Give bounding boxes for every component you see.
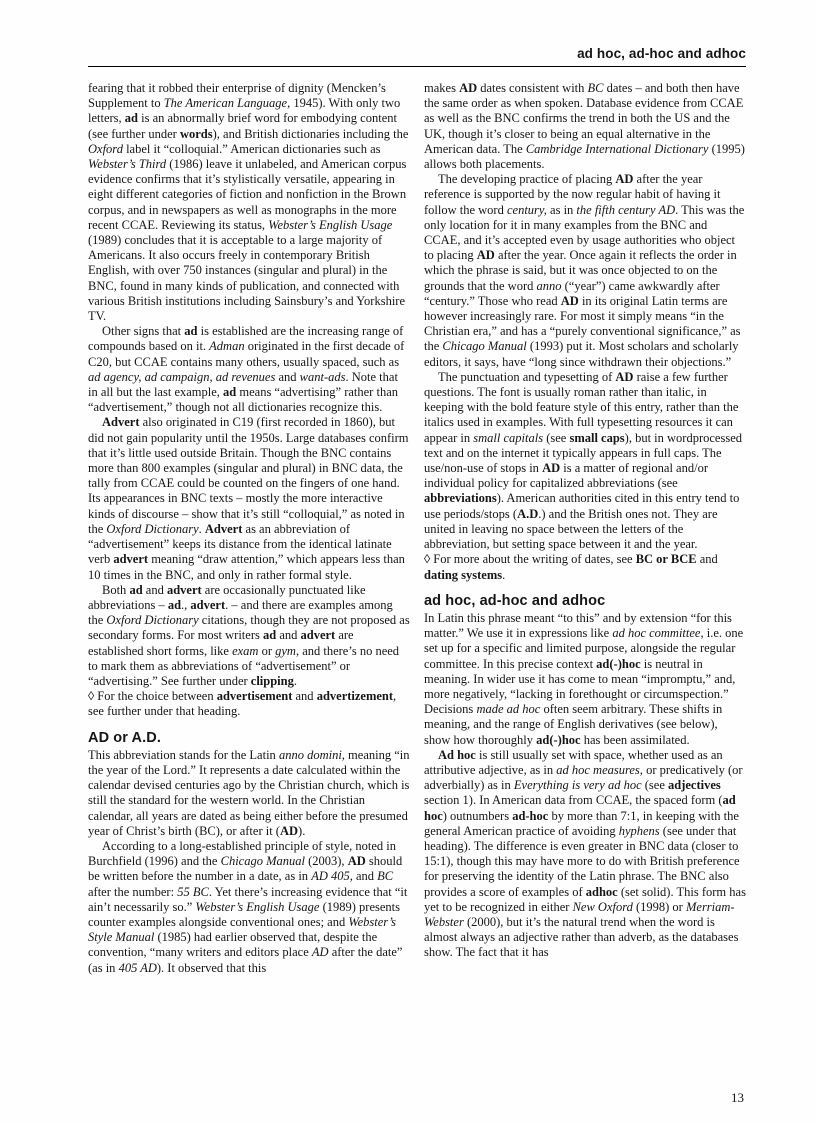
left-column	[88, 81, 410, 976]
cross-reference: ◊ For more about the writing of dates, see BC or BCE and dating systems.	[424, 552, 718, 582]
entry-heading: ad hoc, ad-hoc and adhoc	[424, 592, 606, 609]
page-content	[88, 0, 746, 976]
right-column	[424, 81, 746, 976]
entry-heading: AD or A.D.	[88, 729, 161, 746]
paragraph: Other signs that ad is established are the increasing range of compounds based on it. Adman originated in the first decade of C20, but CCAE contains many others, usually spaced, such as ad agency, ad campaign, ad revenues and want-ads. Note that in all but the last example, ad means “advertising” rather than “advertisement,” though not all dictionaries recognize this.	[88, 324, 405, 415]
paragraph: Both ad and advert are occasionally punctuated like abbreviations – ad., advert. – and there are examples among the Oxford Dictionary citations, though they are not proposed as secondary forms. For most writers ad and advert are established short forms, like exam or gym, and there’s no need to mark them as abbreviations of “advertisement” or “advertising.” See further under clipping.	[88, 582, 410, 688]
paragraph: Ad hoc is still usually set with space, whether used as an attributive adjective, as in ad hoc measures, or predicatively (or adverbially) as in Everything is very ad hoc (see adjectives section 1). In American data from CCAE, the spaced form (ad hoc) outnumbers ad-hoc by more than 7:1, in keeping with the general American practice of avoiding hyphens (see under that heading). The difference is even greater in BNC data (closer to 15:1), though this may have more to do with British preference for preserving the identity of the Latin phrase. The BNC also provides a score of examples of adhoc (set solid). This form has yet to be recognized in either New Oxford (1998) or Merriam-Webster (2000), but it’s the natural trend when the word is almost always an adjective rather than adverb, as the databases show. The fact that it has	[424, 747, 746, 960]
running-head: ad hoc, ad-hoc and adhoc	[577, 46, 746, 61]
header-rule	[88, 66, 746, 67]
paragraph: makes AD dates consistent with BC dates – and both then have the same order as when spoken. Database evidence from CCAE as well as the BNC confirms the trend in both the US and the UK, though it’s closer to being an equal alternative in the American data. The Cambridge International Dictionary (1995) allows both placements.	[424, 81, 745, 172]
paragraph: fearing that it robbed their enterprise of dignity (Mencken’s Supplement to The American Language, 1945). With only two letters, ad is an abnormally brief word for embodying content (see further under words), and British dictionaries including the Oxford label it “colloquial.” American dictionaries such as Webster’s Third (1986) leave it unlabeled, and American corpus evidence confirms that it’s stylistically versatile, appearing in eight different categories of fiction and nonfiction in the Brown corpus, and in newspapers as well as monographs in the more recent CCAE. Reviewing its status, Webster’s English Usage (1989) concludes that it is acceptable to a large majority of Americans. It also occurs freely in contemporary British English, with over 750 instances (singular and plural) in the BNC, found in many kinds of publication, and connected with various British institutions including Sainsbury’s and Yorkshire TV.	[88, 81, 409, 324]
text-columns	[88, 81, 746, 976]
page-number: 13	[731, 1090, 744, 1105]
paragraph: The punctuation and typesetting of AD raise a few further questions. The font is usually roman rather than italic, in keeping with the bold feature style of this entry, rather than the italics used in examples. With full typesetting resources it can appear in small capitals (see small caps), but in wordprocessed text and on the internet it typically appears in full caps. The use/non-use of stops in AD is a matter of regional and/or individual policy for capitalized abbreviations (see abbreviations). American authorities cited in this entry tend to use periods/stops (A.D.) and the British ones not. They are united in leaving no space between the letters of the abbreviation, but setting space between it and the year.	[424, 369, 743, 552]
paragraph: Advert also originated in C19 (first recorded in 1860), but did not gain popularity until the 1950s. Large databases confirm that it’s little used outside Britain. Though the BNC contains more than 800 examples (singular and plural) in BNC data, the tally from CCAE could be counted on the fingers of one hand. Its appearances in BNC texts – mostly the more interactive kinds of discourse – show that it’s still “colloquial,” as noted in the Oxford Dictionary. Advert as an abbreviation of “advertisement” keeps its distance from the identical latinate verb advert meaning “draw attention,” which appears less than 10 times in the BNC, and only in rather formal style.	[88, 415, 409, 582]
paragraph: The developing practice of placing AD after the year reference is supported by the now regular habit of having it follow the word century, as in the fifth century AD. This was the only location for it in many examples from the BNC and CCAE, and it’s accepted even by usage authorities who object to placing AD after the year. Once again it reflects the order in which the phrase is said, but it was once objected to on the grounds that the word anno (“year”) came awkwardly after “century.” Those who read AD in its original Latin terms are however increasingly rare. For most it simply means “in the Christian era,” and has a “purely conventional significance,” as the Chicago Manual (1993) put it. Most scholars and scholarly editors, it says, have “long since withdrawn their objections.”	[424, 172, 745, 369]
paragraph: According to a long-established principle of style, noted in Burchfield (1996) and the Chicago Manual (2003), AD should be written before the number in a date, as in AD 405, and BC after the number: 55 BC. Yet there’s increasing evidence that “it ain’t necessarily so.” Webster’s English Usage (1989) presents counter examples alongside conventional ones; and Webster’s Style Manual (1985) had earlier observed that, despite the convention, “many writers and editors place AD after the date” (as in 405 AD). It observed that this	[88, 838, 408, 975]
paragraph: This abbreviation stands for the Latin anno domini, meaning “in the year of the Lord.” It represents a date calculated within the calendar devised centuries ago by the Christian church, which is still the standard for the western world. In the Christian calendar, all years are dated as being either before the presumed year of Christ’s birth (BC), or after it (AD).	[88, 747, 410, 838]
paragraph: In Latin this phrase meant “to this” and by extension “for this matter.” We use it in expressions like ad hoc committee, i.e. one set up for a specific and limited purpose, alongside the regular committee. In this precise context ad(-)hoc is neutral in meaning. In wider use it has come to mean “impromptu,” and, more negatively, “lacking in forethought or circumspection.” Decisions made ad hoc often seem arbitrary. These shifts in meaning, and the range of English derivatives (see below), show how thoroughly ad(-)hoc has been assimilated.	[424, 610, 744, 747]
cross-reference: ◊ For the choice between advertisement and advertizement, see further under that heading.	[88, 689, 397, 719]
